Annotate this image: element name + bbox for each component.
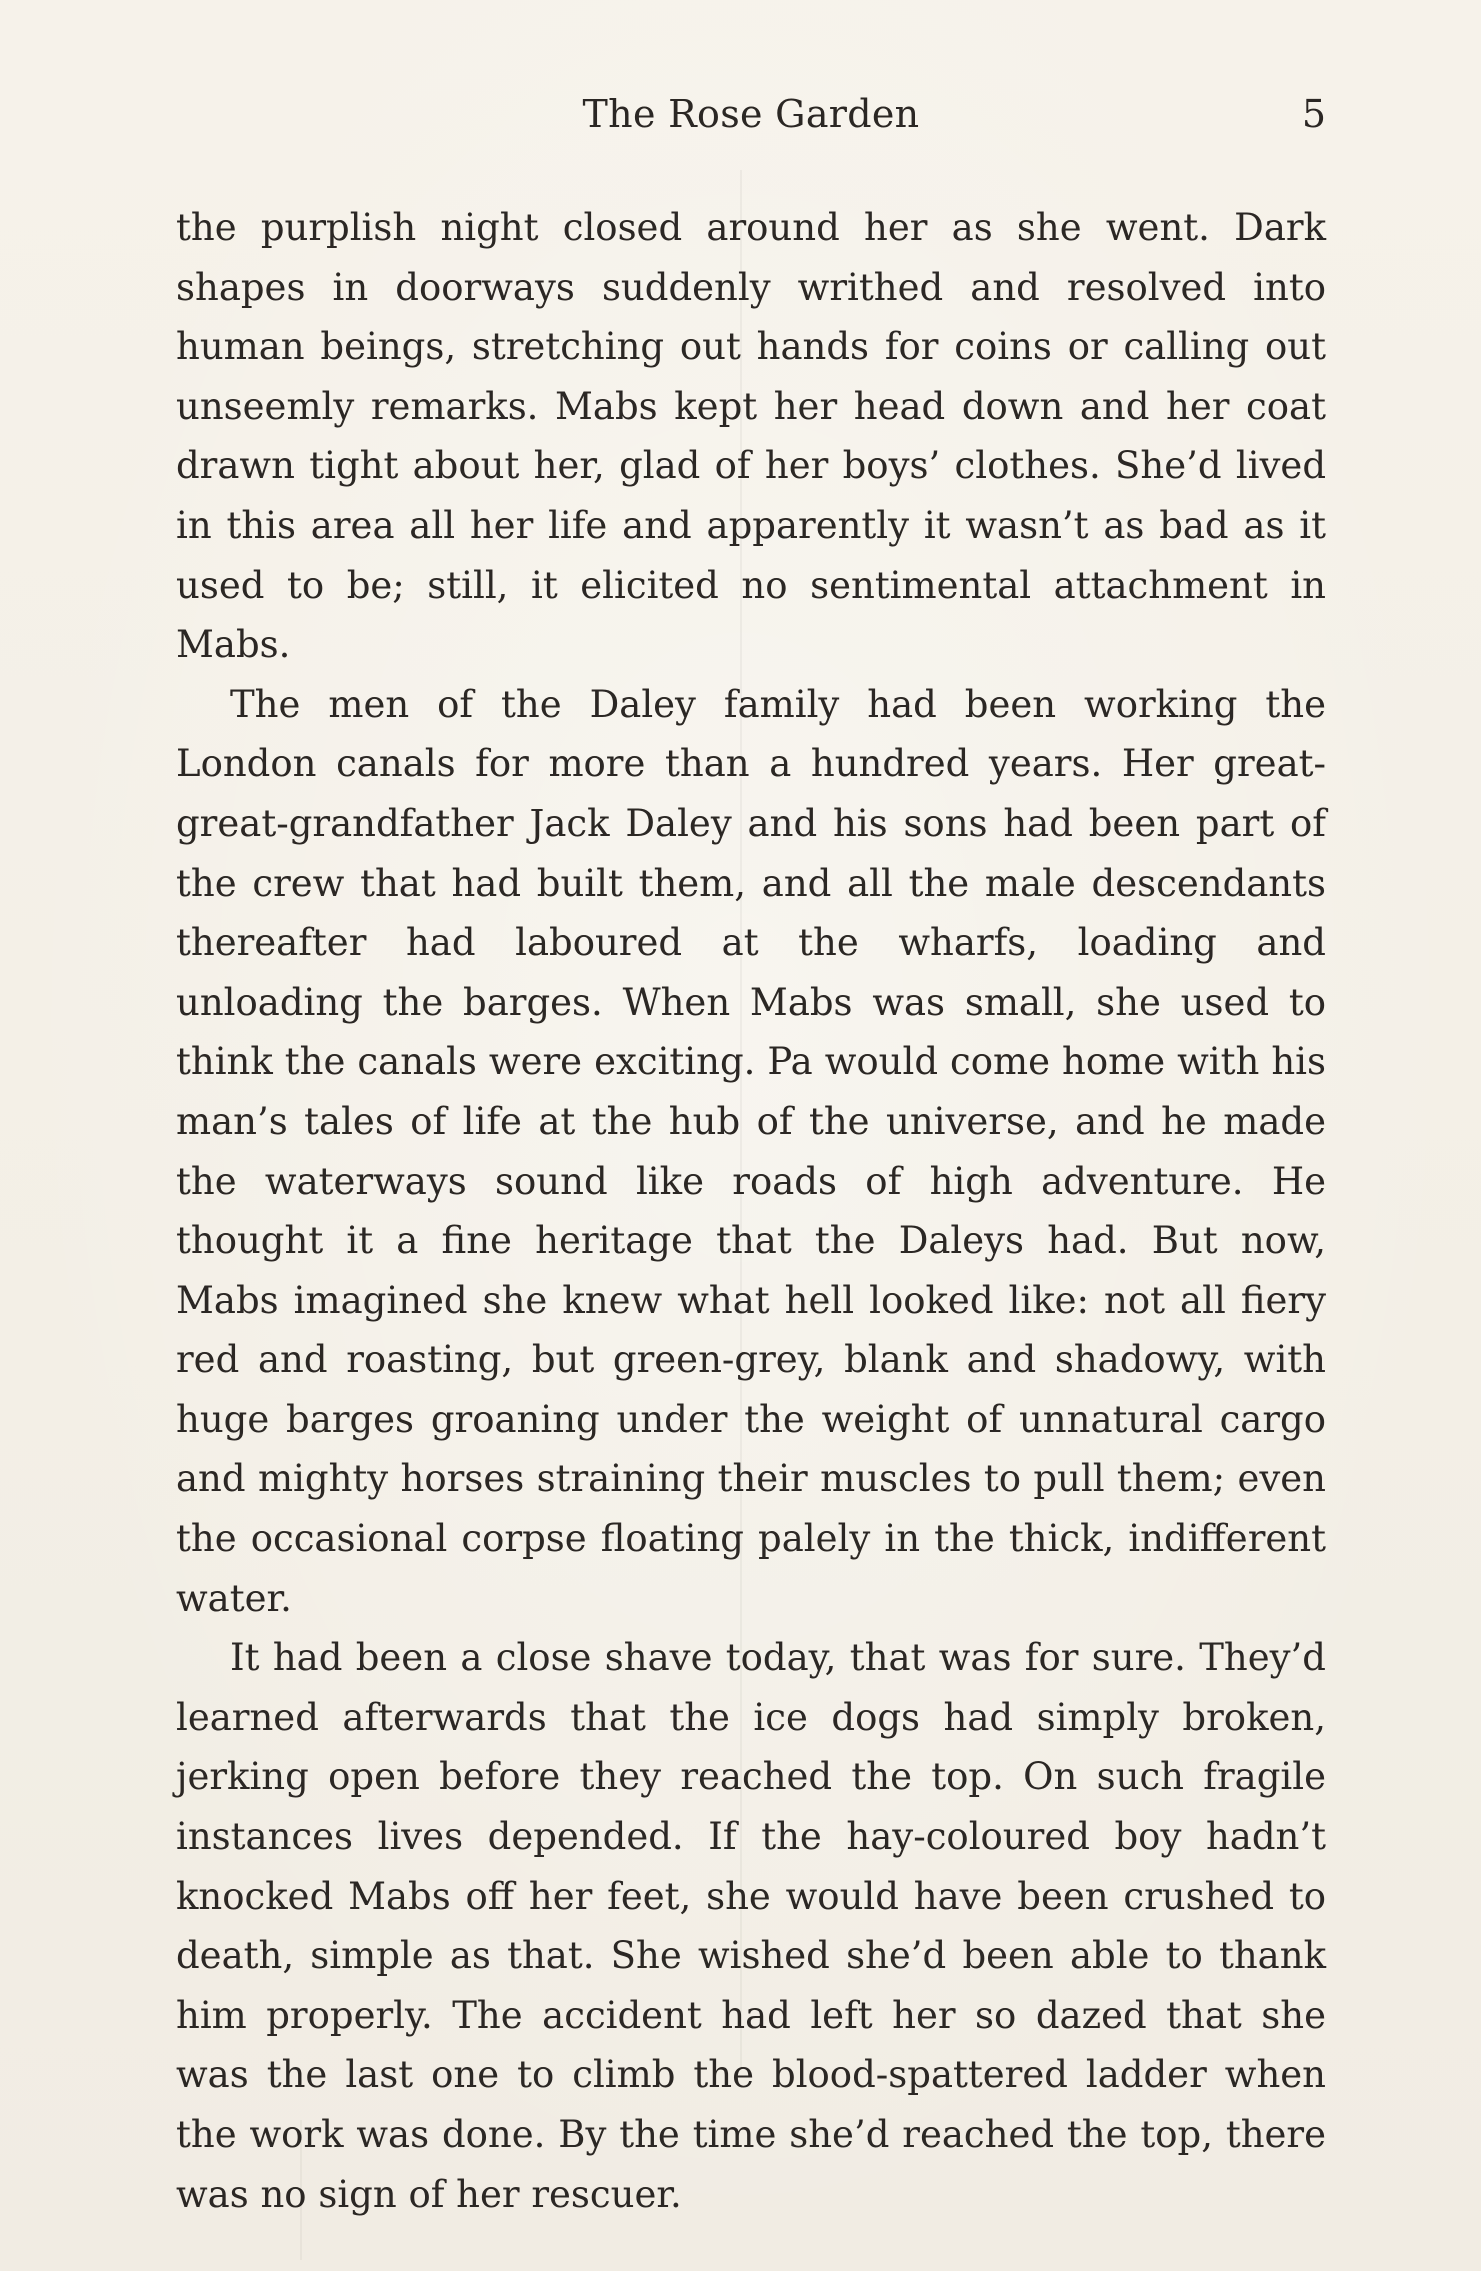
paragraph: It had been a close shave today, that was for sure. They’d learned afterwards that the ice dogs had simply broken, jerking open before they reached the top. On such fragile instances lives depended. If the hay-coloured boy hadn’t knocked Mabs off her feet, she would have been crushed to death, simple as that. She wished she’d been able to thank him properly. The accident had left her so dazed that she was the last one to climb the blood-spattered ladder when the work was done. By the time she’d reached the top, there was no sign of her rescuer. [176, 1636, 1326, 2216]
page-number: 5 [1301, 92, 1326, 136]
paragraph: The men of the Daley family had been working the London canals for more than a hundred years. Her great-great-grandfather Jack Daley and his sons had been part of the crew that had built them, and all the male descendants thereafter had laboured at the wharfs, loading and unloading the barges. When Mabs was small, she used to think the canals were exciting. Pa would come home with his man’s tales of life at the hub of the universe, and he made the waterways sound like roads of high adventure. He thought it a fine heritage that the Daleys had. But now, Mabs imagined she knew what hell looked like: not all fiery red and roasting, but green-grey, blank and shadowy, with huge barges groaning under the weight of unnatural cargo and mighty horses straining their muscles to pull them; even the occasional corpse floating palely in the thick, indifferent water. [176, 682, 1326, 1620]
page-header [176, 92, 1326, 142]
paragraph: the purplish night closed around her as she went. Dark shapes in doorways suddenly writhed and resolved into human beings, stretching out hands for coins or calling out unseemly remarks. Mabs kept her head down and her coat drawn tight about her, glad of her boys’ clothes. She’d lived in this area all her life and apparently it wasn’t as bad as it used to be; still, it elicited no sentimental attachment in Mabs. [176, 206, 1326, 667]
running-title: The Rose Garden [582, 92, 920, 136]
body-text [176, 198, 1326, 2224]
